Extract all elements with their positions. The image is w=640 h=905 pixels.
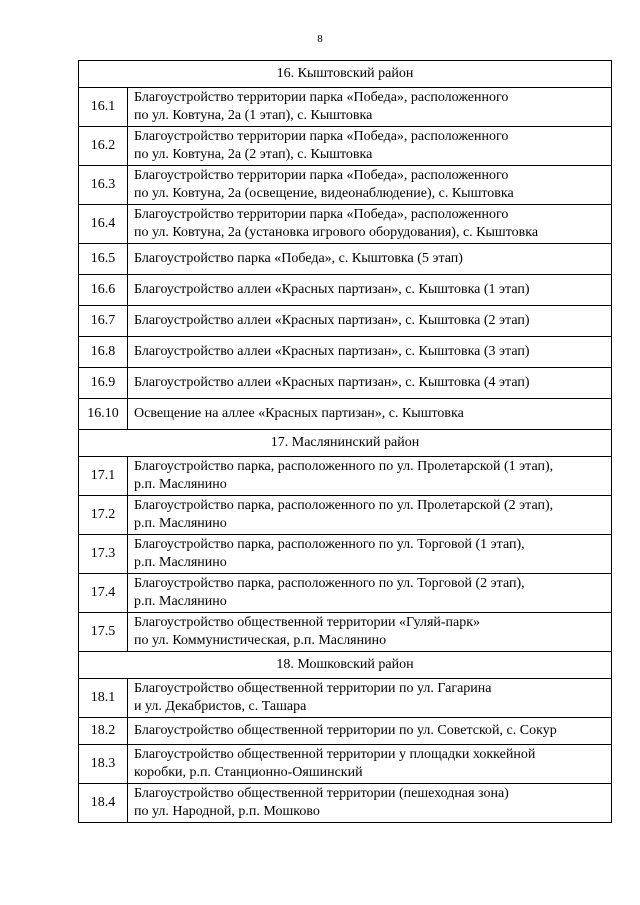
section-title: 18. Мошковский район [79, 652, 612, 679]
row-number: 16.5 [79, 244, 128, 275]
row-line: Благоустройство территории парка «Победа», расположенного [134, 90, 509, 105]
table-row [79, 496, 612, 535]
row-line: по ул. Народной, р.п. Мошково [134, 804, 320, 819]
table-row [79, 275, 612, 306]
row-description [128, 205, 612, 244]
row-description [128, 166, 612, 205]
row-line: Благоустройство общественной территории по ул. Гагарина [134, 681, 492, 696]
table-row [79, 535, 612, 574]
row-description [128, 784, 612, 823]
row-number: 17.3 [79, 535, 128, 574]
row-line: Благоустройство общественной территории (пешеходная зона) [134, 786, 509, 801]
row-line: Благоустройство парка, расположенного по ул. Пролетарской (2 этап), [134, 498, 554, 513]
page-number: 8 [317, 33, 323, 45]
row-number: 16.9 [79, 368, 128, 399]
table-row [79, 127, 612, 166]
row-line: коробки, р.п. Станционно-Ояшинский [134, 765, 363, 780]
row-line: р.п. Маслянино [134, 555, 227, 570]
row-number: 18.3 [79, 745, 128, 784]
row-number: 16.4 [79, 205, 128, 244]
row-number: 17.1 [79, 457, 128, 496]
row-number: 17.4 [79, 574, 128, 613]
table-row [79, 613, 612, 652]
row-number: 16.7 [79, 306, 128, 337]
row-number: 16.1 [79, 88, 128, 127]
row-line: р.п. Маслянино [134, 516, 227, 531]
table-row [79, 337, 612, 368]
row-description [128, 127, 612, 166]
table-row [79, 88, 612, 127]
section-header-row [79, 652, 612, 679]
row-description [128, 574, 612, 613]
row-line: Благоустройство общественной территории у площадки хоккейной [134, 747, 536, 762]
row-line: Благоустройство аллеи «Красных партизан», с. Кыштовка (2 этап) [134, 313, 530, 328]
row-line: по ул. Коммунистическая, р.п. Маслянино [134, 633, 387, 648]
row-number: 16.2 [79, 127, 128, 166]
row-line: р.п. Маслянино [134, 594, 227, 609]
row-line: и ул. Декабристов, с. Ташара [134, 699, 307, 714]
row-line: Благоустройство территории парка «Победа», расположенного [134, 207, 509, 222]
row-number: 17.5 [79, 613, 128, 652]
table-row [79, 679, 612, 718]
section-header-row [79, 430, 612, 457]
row-description [128, 457, 612, 496]
row-description [128, 718, 612, 745]
row-description [128, 613, 612, 652]
table-row [79, 205, 612, 244]
document-table [78, 60, 612, 823]
row-description [128, 745, 612, 784]
row-line: р.п. Маслянино [134, 477, 227, 492]
table-row [79, 574, 612, 613]
section-header-row [79, 61, 612, 88]
table-row [79, 745, 612, 784]
row-number: 16.6 [79, 275, 128, 306]
row-line: Благоустройство общественной территории по ул. Советской, с. Сокур [134, 723, 557, 738]
row-number: 16.8 [79, 337, 128, 368]
row-description [128, 306, 612, 337]
row-description [128, 496, 612, 535]
table-row [79, 368, 612, 399]
row-line: Благоустройство парка «Победа», с. Кыштовка (5 этап) [134, 251, 463, 266]
row-number: 17.2 [79, 496, 128, 535]
row-line: Благоустройство парка, расположенного по ул. Пролетарской (1 этап), [134, 459, 554, 474]
table-row [79, 399, 612, 430]
row-number: 16.3 [79, 166, 128, 205]
section-title: 17. Маслянинский район [79, 430, 612, 457]
section-title: 16. Кыштовский район [79, 61, 612, 88]
row-line: Благоустройство парка, расположенного по ул. Торговой (1 этап), [134, 537, 525, 552]
row-description [128, 337, 612, 368]
row-number: 18.4 [79, 784, 128, 823]
row-number: 18.2 [79, 718, 128, 745]
row-line: по ул. Ковтуна, 2а (1 этап), с. Кыштовка [134, 108, 373, 123]
table-row [79, 306, 612, 337]
row-line: Благоустройство парка, расположенного по ул. Торговой (2 этап), [134, 576, 525, 591]
table-row [79, 166, 612, 205]
table-row [79, 457, 612, 496]
row-line: Благоустройство территории парка «Победа», расположенного [134, 129, 509, 144]
row-line: Благоустройство территории парка «Победа», расположенного [134, 168, 509, 183]
row-description [128, 275, 612, 306]
table-row [79, 784, 612, 823]
row-line: по ул. Ковтуна, 2а (2 этап), с. Кыштовка [134, 147, 373, 162]
table-row [79, 244, 612, 275]
row-description [128, 368, 612, 399]
row-description [128, 399, 612, 430]
row-line: Благоустройство аллеи «Красных партизан», с. Кыштовка (1 этап) [134, 282, 530, 297]
table-row [79, 718, 612, 745]
row-line: Освещение на аллее «Красных партизан», с. Кыштовка [134, 406, 464, 421]
row-description [128, 244, 612, 275]
row-line: по ул. Ковтуна, 2а (освещение, видеонаблюдение), с. Кыштовка [134, 186, 514, 201]
row-description [128, 535, 612, 574]
row-number: 16.10 [79, 399, 128, 430]
row-description [128, 679, 612, 718]
row-line: Благоустройство аллеи «Красных партизан», с. Кыштовка (3 этап) [134, 344, 530, 359]
row-number: 18.1 [79, 679, 128, 718]
row-line: по ул. Ковтуна, 2а (установка игрового оборудования), с. Кыштовка [134, 225, 539, 240]
row-description [128, 88, 612, 127]
row-line: Благоустройство общественной территории «Гуляй-парк» [134, 615, 481, 630]
row-line: Благоустройство аллеи «Красных партизан», с. Кыштовка (4 этап) [134, 375, 530, 390]
